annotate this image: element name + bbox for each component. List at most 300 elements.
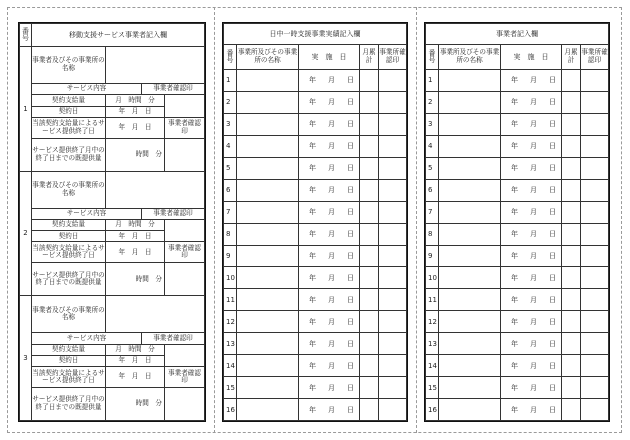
- provider-field[interactable]: [439, 113, 501, 135]
- date-unit: 日: [347, 164, 354, 173]
- date-unit: 年: [511, 251, 518, 260]
- confirm-stamp-field[interactable]: [379, 157, 407, 179]
- date-field[interactable]: [501, 267, 562, 289]
- date-field[interactable]: [501, 245, 562, 267]
- entry-row: [224, 135, 407, 157]
- block-number: 2: [20, 171, 32, 296]
- entry-row: [426, 267, 609, 289]
- confirm-stamp-field[interactable]: [379, 355, 407, 377]
- block-2-row: [20, 242, 205, 263]
- date-field[interactable]: [501, 311, 562, 333]
- entry-number: 14: [224, 355, 237, 377]
- date-unit: 年: [309, 361, 316, 370]
- date-unit: 年: [511, 295, 518, 304]
- date-unit: 日: [549, 164, 556, 173]
- p2-provider-header: 事業所及びその事業所の名称: [237, 45, 299, 70]
- confirm-stamp-field[interactable]: [379, 113, 407, 135]
- date-field[interactable]: [501, 91, 562, 113]
- service-content-label: サービス内容: [32, 208, 142, 219]
- date-unit: 年: [309, 339, 316, 348]
- entry-number: 8: [426, 223, 439, 245]
- confirm-stamp-box[interactable]: [165, 95, 205, 118]
- date-field[interactable]: [501, 289, 562, 311]
- monthly-total-field[interactable]: [562, 289, 581, 311]
- provided-amount-field[interactable]: 時間 分: [106, 263, 165, 296]
- date-unit: 年: [511, 383, 518, 392]
- block-2-row: [20, 219, 205, 230]
- provider-entry-panel: [424, 22, 610, 422]
- confirm-stamp-field[interactable]: [581, 91, 609, 113]
- confirm-stamp-field[interactable]: [581, 267, 609, 289]
- contract-date-field[interactable]: 年 月 日: [106, 231, 165, 242]
- date-field[interactable]: [299, 70, 360, 92]
- monthly-total-field[interactable]: [562, 179, 581, 201]
- end-confirm-label: 事業者確認印: [165, 117, 205, 138]
- entry-number: 16: [224, 399, 237, 421]
- date-unit: 月: [328, 98, 335, 107]
- entry-row: [224, 355, 407, 377]
- entry-number: 4: [224, 135, 237, 157]
- confirm-stamp-box[interactable]: [165, 219, 205, 242]
- confirm-stamp-field[interactable]: [581, 399, 609, 421]
- contract-date-field[interactable]: 年 月 日: [106, 106, 165, 117]
- confirm-stamp-box[interactable]: [165, 344, 205, 367]
- entry-row: [426, 245, 609, 267]
- date-field[interactable]: [299, 333, 360, 355]
- entry-row: [224, 157, 407, 179]
- provider-field[interactable]: [439, 70, 501, 92]
- block-number: 1: [20, 47, 32, 172]
- date-unit: 月: [530, 317, 537, 326]
- monthly-total-field[interactable]: [360, 223, 379, 245]
- entry-row: [224, 113, 407, 135]
- provider-field[interactable]: [237, 70, 299, 92]
- panel3-title-row: [426, 24, 609, 45]
- monthly-total-field[interactable]: [360, 377, 379, 399]
- provider-field[interactable]: [237, 113, 299, 135]
- date-field[interactable]: [501, 113, 562, 135]
- date-unit: 月: [530, 142, 537, 151]
- date-unit: 月: [328, 120, 335, 129]
- date-unit: 月: [530, 230, 537, 238]
- monthly-total-field[interactable]: [360, 113, 379, 135]
- provided-amount-label: サービス提供終了月中の終了日までの既提供量: [32, 138, 106, 171]
- date-unit: 年: [309, 164, 316, 173]
- end-confirm-box[interactable]: [165, 263, 205, 296]
- p2-monthly-header: 月累計: [360, 45, 379, 70]
- entry-row: [224, 245, 407, 267]
- confirm-stamp-field[interactable]: [581, 223, 609, 245]
- date-field[interactable]: [299, 245, 360, 267]
- date-field[interactable]: [299, 223, 360, 245]
- confirm-stamp-field[interactable]: [581, 157, 609, 179]
- date-field[interactable]: [501, 355, 562, 377]
- contract-date-label: 契約日: [32, 355, 106, 366]
- date-unit: 月: [328, 317, 335, 326]
- confirm-stamp-field[interactable]: [581, 201, 609, 223]
- monthly-total-field[interactable]: [360, 311, 379, 333]
- monthly-total-field[interactable]: [360, 179, 379, 201]
- date-unit: 日: [549, 339, 556, 348]
- date-unit: 日: [549, 76, 556, 85]
- date-field[interactable]: [501, 70, 562, 92]
- date-field[interactable]: [299, 179, 360, 201]
- contract-amount-label: 契約支給量: [32, 95, 106, 106]
- provider-field[interactable]: [439, 91, 501, 113]
- monthly-total-field[interactable]: [360, 399, 379, 421]
- date-unit: 日: [549, 208, 556, 217]
- confirm-stamp-field[interactable]: [581, 377, 609, 399]
- provider-field[interactable]: [237, 333, 299, 355]
- confirm-stamp-field[interactable]: [379, 135, 407, 157]
- monthly-total-field[interactable]: [360, 70, 379, 92]
- entry-number: 6: [224, 179, 237, 201]
- date-unit: 月: [328, 273, 335, 282]
- provider-field[interactable]: [439, 267, 501, 289]
- date-unit: 日: [549, 317, 556, 326]
- date-unit: 月: [530, 120, 537, 129]
- provider-field[interactable]: [237, 289, 299, 311]
- date-unit: 日: [549, 142, 556, 151]
- date-unit: 年: [511, 208, 518, 217]
- date-unit: 月: [328, 164, 335, 173]
- provider-name-field[interactable]: [106, 47, 205, 84]
- end-date-field[interactable]: 年 月 日: [106, 242, 165, 263]
- provider-field[interactable]: [237, 267, 299, 289]
- block-3-row: [20, 333, 205, 344]
- end-date-label: 当該契約支給量によるサービス提供終了日: [32, 367, 106, 388]
- date-unit: 年: [511, 273, 518, 282]
- provider-field[interactable]: [439, 157, 501, 179]
- p3-num-header: [426, 45, 439, 70]
- monthly-total-field[interactable]: [360, 267, 379, 289]
- entry-number: 9: [426, 245, 439, 267]
- entry-number: 3: [426, 113, 439, 135]
- contract-date-field[interactable]: 年 月 日: [106, 355, 165, 366]
- entry-number: 8: [224, 223, 237, 245]
- date-unit: 日: [347, 383, 354, 392]
- date-unit: 年: [511, 76, 518, 85]
- confirm-stamp-field[interactable]: [379, 91, 407, 113]
- entry-number: 6: [426, 179, 439, 201]
- provider-field[interactable]: [237, 157, 299, 179]
- confirm-stamp-field[interactable]: [581, 311, 609, 333]
- date-unit: 年: [511, 317, 518, 326]
- provider-field[interactable]: [237, 91, 299, 113]
- date-field[interactable]: [299, 289, 360, 311]
- confirm-stamp-field[interactable]: [581, 179, 609, 201]
- date-field[interactable]: [501, 201, 562, 223]
- provider-field[interactable]: [237, 245, 299, 267]
- confirm-stamp-field[interactable]: [379, 311, 407, 333]
- provider-field[interactable]: [237, 399, 299, 421]
- date-unit: 年: [511, 339, 518, 348]
- contract-amount-label: 契約支給量: [32, 344, 106, 355]
- block-2-row: [20, 171, 205, 208]
- confirm-stamp-field[interactable]: [379, 245, 407, 267]
- entry-number: 15: [426, 377, 439, 399]
- monthly-total-field[interactable]: [562, 157, 581, 179]
- date-field[interactable]: [299, 311, 360, 333]
- service-content-label: サービス内容: [32, 333, 142, 344]
- confirm-stamp-field[interactable]: [379, 333, 407, 355]
- date-unit: 月: [328, 142, 335, 151]
- entry-row: [426, 377, 609, 399]
- date-unit: 年: [511, 120, 518, 129]
- block-number: 3: [20, 296, 32, 421]
- contract-amount-field[interactable]: 月 時間 分: [106, 95, 165, 106]
- panel2-title: 日中一時支援事業実績記入欄: [224, 24, 407, 45]
- number-header-text: 番号: [21, 26, 30, 41]
- date-field[interactable]: [299, 113, 360, 135]
- confirm-stamp-field[interactable]: [379, 289, 407, 311]
- provider-name-field[interactable]: [106, 296, 205, 333]
- entry-number: 15: [224, 377, 237, 399]
- provider-field[interactable]: [237, 377, 299, 399]
- date-unit: 年: [309, 273, 316, 282]
- confirm-stamp-field[interactable]: [581, 70, 609, 92]
- provider-field[interactable]: [237, 179, 299, 201]
- date-unit: 日: [347, 120, 354, 129]
- provider-field[interactable]: [439, 311, 501, 333]
- entry-row: [224, 91, 407, 113]
- panel3-title: 事業者記入欄: [426, 24, 609, 45]
- date-unit: 日: [347, 208, 354, 217]
- provider-field[interactable]: [237, 135, 299, 157]
- confirm-stamp-label: 事業者確認印: [142, 333, 205, 344]
- provider-field[interactable]: [439, 289, 501, 311]
- provider-field[interactable]: [237, 201, 299, 223]
- monthly-total-field[interactable]: [562, 91, 581, 113]
- entry-row: [426, 201, 609, 223]
- entry-row: [426, 157, 609, 179]
- entry-row: [224, 333, 407, 355]
- end-confirm-label: 事業者確認印: [165, 242, 205, 263]
- block-3-row: [20, 367, 205, 388]
- entry-number: 7: [224, 201, 237, 223]
- date-unit: 月: [328, 208, 335, 217]
- confirm-stamp-field[interactable]: [581, 245, 609, 267]
- monthly-total-field[interactable]: [360, 333, 379, 355]
- date-unit: 月: [328, 383, 335, 392]
- provider-name-label: 事業者及びその事業所の名称: [32, 296, 106, 333]
- monthly-total-field[interactable]: [562, 311, 581, 333]
- date-unit: 年: [309, 186, 316, 195]
- date-field[interactable]: [299, 399, 360, 421]
- date-unit: 月: [530, 295, 537, 304]
- entry-row: [426, 135, 609, 157]
- entry-number: 10: [426, 267, 439, 289]
- monthly-total-field[interactable]: [562, 377, 581, 399]
- date-unit: 月: [328, 405, 335, 414]
- date-unit: 日: [347, 142, 354, 151]
- date-field[interactable]: [299, 355, 360, 377]
- contract-amount-field[interactable]: 月 時間 分: [106, 344, 165, 355]
- provider-field[interactable]: [237, 311, 299, 333]
- date-unit: 月: [530, 383, 537, 392]
- monthly-total-field[interactable]: [562, 223, 581, 245]
- date-field[interactable]: [299, 135, 360, 157]
- provider-field[interactable]: [439, 333, 501, 355]
- entry-row: [426, 333, 609, 355]
- date-unit: 日: [347, 295, 354, 304]
- confirm-stamp-field[interactable]: [379, 201, 407, 223]
- date-unit: 年: [511, 405, 518, 414]
- block-1-row: [20, 117, 205, 138]
- entry-number: 13: [224, 333, 237, 355]
- confirm-stamp-field[interactable]: [581, 289, 609, 311]
- monthly-total-field[interactable]: [562, 113, 581, 135]
- p3-provider-header: 事業所及びその事業所の名称: [439, 45, 501, 70]
- date-unit: 月: [530, 208, 537, 217]
- monthly-total-field[interactable]: [360, 355, 379, 377]
- confirm-stamp-field[interactable]: [379, 179, 407, 201]
- date-unit: 月: [530, 361, 537, 370]
- date-field[interactable]: [299, 267, 360, 289]
- confirm-stamp-field[interactable]: [581, 135, 609, 157]
- entry-number: 16: [426, 399, 439, 421]
- monthly-total-field[interactable]: [360, 135, 379, 157]
- provider-field[interactable]: [439, 223, 501, 245]
- monthly-total-field[interactable]: [562, 70, 581, 92]
- entry-row: [224, 201, 407, 223]
- confirm-stamp-field[interactable]: [379, 267, 407, 289]
- date-unit: 日: [549, 383, 556, 392]
- date-field[interactable]: [299, 91, 360, 113]
- date-unit: 日: [549, 98, 556, 107]
- confirm-stamp-label: 事業者確認印: [142, 208, 205, 219]
- panel2-title-row: [224, 24, 407, 45]
- monthly-total-field[interactable]: [360, 201, 379, 223]
- provider-field[interactable]: [439, 355, 501, 377]
- provider-name-field[interactable]: [106, 171, 205, 208]
- date-unit: 日: [347, 251, 354, 260]
- provided-amount-field[interactable]: 時間 分: [106, 138, 165, 171]
- entry-number: 1: [426, 70, 439, 92]
- monthly-total-field[interactable]: [562, 267, 581, 289]
- date-unit: 日: [549, 186, 556, 195]
- date-unit: 日: [347, 317, 354, 326]
- date-unit: 日: [347, 339, 354, 348]
- provider-name-label: 事業者及びその事業所の名称: [32, 47, 106, 84]
- fold-line-left: [214, 7, 215, 433]
- date-field[interactable]: [501, 223, 562, 245]
- date-field[interactable]: [501, 399, 562, 421]
- entry-row: [426, 91, 609, 113]
- provider-field[interactable]: [237, 223, 299, 245]
- provider-field[interactable]: [439, 399, 501, 421]
- fold-line-right: [416, 7, 417, 433]
- end-date-field[interactable]: 年 月 日: [106, 367, 165, 388]
- date-field[interactable]: [501, 179, 562, 201]
- date-field[interactable]: [299, 201, 360, 223]
- monthly-total-field[interactable]: [360, 157, 379, 179]
- date-unit: 日: [549, 251, 556, 260]
- end-confirm-box[interactable]: [165, 388, 205, 421]
- monthly-total-field[interactable]: [562, 333, 581, 355]
- p2-confirm-header: 事業所確認印: [379, 45, 407, 70]
- date-unit: 日: [549, 405, 556, 414]
- date-unit: 年: [309, 76, 316, 85]
- monthly-total-field[interactable]: [562, 355, 581, 377]
- provider-field[interactable]: [439, 179, 501, 201]
- provided-amount-field[interactable]: 時間 分: [106, 388, 165, 421]
- end-confirm-box[interactable]: [165, 138, 205, 171]
- monthly-total-field[interactable]: [562, 399, 581, 421]
- p3-confirm-header: 事業所確認印: [581, 45, 609, 70]
- daytime-support-panel: [222, 22, 408, 422]
- entry-row: [224, 377, 407, 399]
- monthly-total-field[interactable]: [562, 201, 581, 223]
- date-unit: 月: [530, 251, 537, 260]
- date-unit: 年: [309, 142, 316, 151]
- contract-amount-field[interactable]: 月 時間 分: [106, 219, 165, 230]
- mobility-support-panel: [18, 22, 206, 422]
- confirm-stamp-field[interactable]: [581, 113, 609, 135]
- provider-field[interactable]: [439, 377, 501, 399]
- confirm-stamp-field[interactable]: [379, 377, 407, 399]
- entry-number: 12: [426, 311, 439, 333]
- date-unit: 年: [511, 142, 518, 151]
- date-unit: 月: [530, 186, 537, 195]
- date-unit: 月: [328, 76, 335, 85]
- entry-row: [426, 289, 609, 311]
- date-field[interactable]: [501, 333, 562, 355]
- entry-number: 5: [224, 157, 237, 179]
- monthly-total-field[interactable]: [360, 91, 379, 113]
- provider-field[interactable]: [439, 201, 501, 223]
- date-unit: 年: [511, 164, 518, 173]
- confirm-stamp-field[interactable]: [379, 223, 407, 245]
- entry-row: [426, 223, 609, 245]
- date-unit: 年: [511, 361, 518, 370]
- date-unit: 月: [328, 295, 335, 304]
- confirm-stamp-field[interactable]: [379, 399, 407, 421]
- date-unit: 月: [530, 98, 537, 107]
- end-date-label: 当該契約支給量によるサービス提供終了日: [32, 242, 106, 263]
- entry-number: 1: [224, 70, 237, 92]
- date-field[interactable]: [501, 157, 562, 179]
- monthly-total-field[interactable]: [360, 289, 379, 311]
- date-field[interactable]: [299, 157, 360, 179]
- block-2-row: [20, 208, 205, 219]
- date-unit: 月: [328, 361, 335, 370]
- date-field[interactable]: [501, 135, 562, 157]
- entry-row: [426, 311, 609, 333]
- monthly-total-field[interactable]: [562, 245, 581, 267]
- entry-row: [426, 179, 609, 201]
- end-date-field[interactable]: 年 月 日: [106, 117, 165, 138]
- date-unit: 年: [309, 208, 316, 217]
- entry-row: [224, 311, 407, 333]
- date-unit: 日: [347, 98, 354, 107]
- date-field[interactable]: [299, 377, 360, 399]
- monthly-total-field[interactable]: [360, 245, 379, 267]
- contract-amount-label: 契約支給量: [32, 219, 106, 230]
- confirm-stamp-field[interactable]: [379, 70, 407, 92]
- monthly-total-field[interactable]: [562, 135, 581, 157]
- provider-field[interactable]: [439, 135, 501, 157]
- confirm-stamp-field[interactable]: [581, 333, 609, 355]
- block-3-row: [20, 344, 205, 355]
- provider-field[interactable]: [237, 355, 299, 377]
- entry-number: 3: [224, 113, 237, 135]
- date-unit: 月: [530, 405, 537, 414]
- entry-number: 2: [224, 91, 237, 113]
- provider-field[interactable]: [439, 245, 501, 267]
- date-field[interactable]: [501, 377, 562, 399]
- confirm-stamp-field[interactable]: [581, 355, 609, 377]
